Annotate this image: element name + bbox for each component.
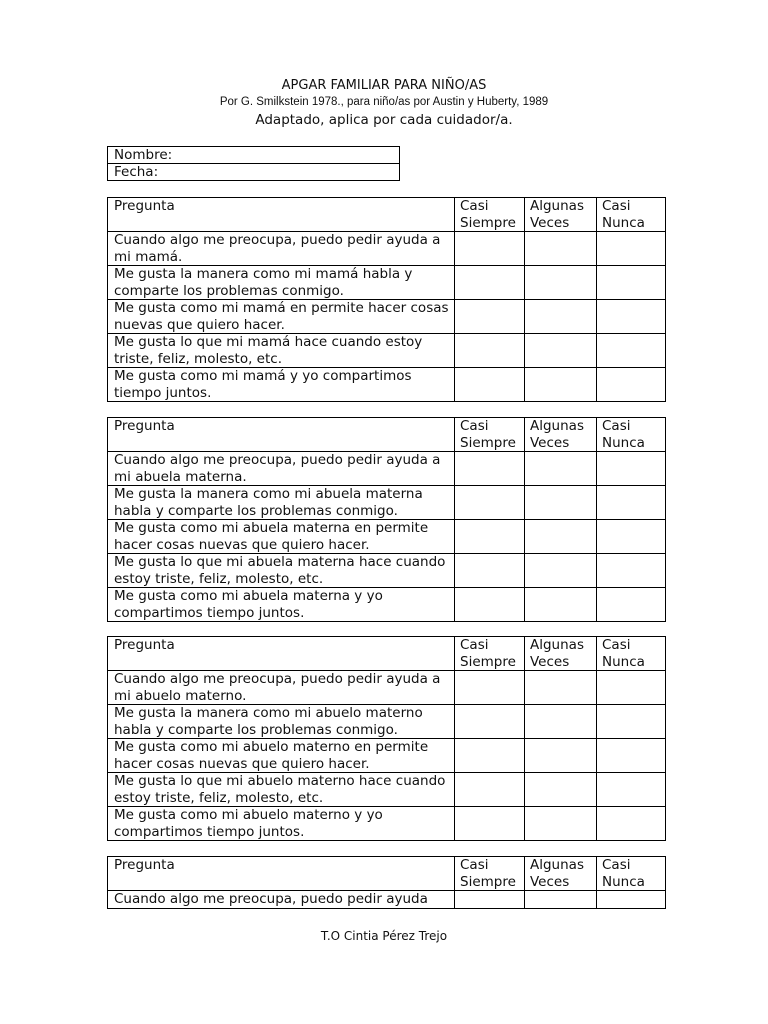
table-row bbox=[108, 266, 666, 300]
casi-nunca-header: Casi Nunca bbox=[597, 857, 666, 891]
answer-casi-siempre-cell[interactable] bbox=[455, 452, 525, 486]
answer-casi-nunca-cell[interactable] bbox=[597, 891, 666, 909]
answer-casi-siempre-cell[interactable] bbox=[455, 368, 525, 402]
answer-algunas-veces-cell[interactable] bbox=[525, 520, 597, 554]
question-text: Me gusta lo que mi abuela materna hace cuando estoy triste, feliz, molesto, etc. bbox=[108, 554, 455, 588]
algunas-veces-header: Algunas Veces bbox=[525, 637, 597, 671]
question-text: Cuando algo me preocupa, puedo pedir ayuda a mi mamá. bbox=[108, 232, 455, 266]
answer-casi-siempre-cell[interactable] bbox=[455, 266, 525, 300]
table-row bbox=[108, 773, 666, 807]
answer-casi-nunca-cell[interactable] bbox=[597, 588, 666, 622]
answer-algunas-veces-cell[interactable] bbox=[525, 671, 597, 705]
answer-casi-nunca-cell[interactable] bbox=[597, 300, 666, 334]
algunas-veces-header: Algunas Veces bbox=[525, 198, 597, 232]
question-text: Cuando algo me preocupa, puedo pedir ayuda a mi abuela materna. bbox=[108, 452, 455, 486]
question-text: Cuando algo me preocupa, puedo pedir ayuda bbox=[108, 891, 455, 909]
answer-algunas-veces-cell[interactable] bbox=[525, 486, 597, 520]
question-text: Me gusta la manera como mi abuela materna habla y comparte los problemas conmigo. bbox=[108, 486, 455, 520]
question-text: Me gusta la manera como mi abuelo materno habla y comparte los problemas conmigo. bbox=[108, 705, 455, 739]
table-row bbox=[108, 891, 666, 909]
answer-algunas-veces-cell[interactable] bbox=[525, 554, 597, 588]
question-text: Me gusta como mi abuela materna y yo compartimos tiempo juntos. bbox=[108, 588, 455, 622]
name-field[interactable]: Nombre: bbox=[108, 147, 400, 164]
answer-algunas-veces-cell[interactable] bbox=[525, 773, 597, 807]
table-header-row bbox=[108, 857, 666, 891]
casi-siempre-header: Casi Siempre bbox=[455, 418, 525, 452]
answer-casi-siempre-cell[interactable] bbox=[455, 520, 525, 554]
question-column-header: Pregunta bbox=[108, 418, 455, 452]
table-row bbox=[108, 486, 666, 520]
answer-casi-siempre-cell[interactable] bbox=[455, 705, 525, 739]
question-text: Me gusta como mi mamá y yo compartimos tiempo juntos. bbox=[108, 368, 455, 402]
question-text: Me gusta lo que mi abuelo materno hace cuando estoy triste, feliz, molesto, etc. bbox=[108, 773, 455, 807]
question-text: Me gusta como mi abuelo materno y yo compartimos tiempo juntos. bbox=[108, 807, 455, 841]
question-text: Me gusta como mi abuelo materno en permite hacer cosas nuevas que quiero hacer. bbox=[108, 739, 455, 773]
question-column-header: Pregunta bbox=[108, 637, 455, 671]
answer-algunas-veces-cell[interactable] bbox=[525, 891, 597, 909]
identification-form bbox=[107, 146, 400, 181]
question-text: Me gusta como mi abuela materna en permite hacer cosas nuevas que quiero hacer. bbox=[108, 520, 455, 554]
table-row bbox=[108, 588, 666, 622]
question-column-header: Pregunta bbox=[108, 857, 455, 891]
answer-casi-nunca-cell[interactable] bbox=[597, 452, 666, 486]
answer-casi-nunca-cell[interactable] bbox=[597, 334, 666, 368]
table-row bbox=[108, 232, 666, 266]
answer-casi-siempre-cell[interactable] bbox=[455, 671, 525, 705]
question-text: Me gusta lo que mi mamá hace cuando estoy triste, feliz, molesto, etc. bbox=[108, 334, 455, 368]
answer-casi-siempre-cell[interactable] bbox=[455, 588, 525, 622]
answer-algunas-veces-cell[interactable] bbox=[525, 807, 597, 841]
table-row bbox=[108, 452, 666, 486]
questionnaire-table bbox=[107, 417, 666, 622]
question-text: Me gusta como mi mamá en permite hacer cosas nuevas que quiero hacer. bbox=[108, 300, 455, 334]
answer-casi-siempre-cell[interactable] bbox=[455, 334, 525, 368]
question-text: Cuando algo me preocupa, puedo pedir ayuda a mi abuelo materno. bbox=[108, 671, 455, 705]
answer-casi-nunca-cell[interactable] bbox=[597, 671, 666, 705]
answer-algunas-veces-cell[interactable] bbox=[525, 588, 597, 622]
table-row bbox=[108, 300, 666, 334]
question-column-header: Pregunta bbox=[108, 198, 455, 232]
page-subtitle: Por G. Smilkstein 1978., para niño/as por Austin y Huberty, 1989 bbox=[219, 96, 549, 108]
answer-casi-nunca-cell[interactable] bbox=[597, 554, 666, 588]
answer-casi-nunca-cell[interactable] bbox=[597, 739, 666, 773]
answer-casi-siempre-cell[interactable] bbox=[455, 739, 525, 773]
answer-casi-nunca-cell[interactable] bbox=[597, 232, 666, 266]
answer-casi-siempre-cell[interactable] bbox=[455, 232, 525, 266]
page-title: APGAR FAMILIAR PARA NIÑO/AS bbox=[281, 78, 487, 93]
answer-casi-siempre-cell[interactable] bbox=[455, 554, 525, 588]
answer-algunas-veces-cell[interactable] bbox=[525, 739, 597, 773]
questionnaire-table bbox=[107, 197, 666, 402]
answer-casi-nunca-cell[interactable] bbox=[597, 520, 666, 554]
answer-casi-nunca-cell[interactable] bbox=[597, 807, 666, 841]
answer-casi-nunca-cell[interactable] bbox=[597, 368, 666, 402]
casi-nunca-header: Casi Nunca bbox=[597, 198, 666, 232]
casi-siempre-header: Casi Siempre bbox=[455, 637, 525, 671]
footer-author: T.O Cintia Pérez Trejo bbox=[320, 929, 448, 943]
answer-algunas-veces-cell[interactable] bbox=[525, 300, 597, 334]
answer-casi-siempre-cell[interactable] bbox=[455, 486, 525, 520]
answer-algunas-veces-cell[interactable] bbox=[525, 452, 597, 486]
answer-algunas-veces-cell[interactable] bbox=[525, 705, 597, 739]
table-header-row bbox=[108, 198, 666, 232]
questionnaire-table bbox=[107, 636, 666, 841]
answer-algunas-veces-cell[interactable] bbox=[525, 368, 597, 402]
answer-casi-siempre-cell[interactable] bbox=[455, 773, 525, 807]
answer-algunas-veces-cell[interactable] bbox=[525, 334, 597, 368]
table-header-row bbox=[108, 418, 666, 452]
algunas-veces-header: Algunas Veces bbox=[525, 418, 597, 452]
table-row bbox=[108, 554, 666, 588]
answer-algunas-veces-cell[interactable] bbox=[525, 266, 597, 300]
table-row bbox=[108, 368, 666, 402]
answer-casi-nunca-cell[interactable] bbox=[597, 486, 666, 520]
date-field[interactable]: Fecha: bbox=[108, 164, 400, 181]
casi-nunca-header: Casi Nunca bbox=[597, 637, 666, 671]
table-row bbox=[108, 807, 666, 841]
table-row bbox=[108, 671, 666, 705]
questionnaire-table bbox=[107, 856, 666, 909]
table-row bbox=[108, 334, 666, 368]
adaptation-note: Adaptado, aplica por cada cuidador/a. bbox=[255, 112, 513, 128]
answer-casi-nunca-cell[interactable] bbox=[597, 266, 666, 300]
casi-siempre-header: Casi Siempre bbox=[455, 198, 525, 232]
answer-algunas-veces-cell[interactable] bbox=[525, 232, 597, 266]
answer-casi-siempre-cell[interactable] bbox=[455, 807, 525, 841]
casi-nunca-header: Casi Nunca bbox=[597, 418, 666, 452]
answer-casi-nunca-cell[interactable] bbox=[597, 705, 666, 739]
casi-siempre-header: Casi Siempre bbox=[455, 857, 525, 891]
table-row bbox=[108, 739, 666, 773]
answer-casi-siempre-cell[interactable] bbox=[455, 891, 525, 909]
answer-casi-nunca-cell[interactable] bbox=[597, 773, 666, 807]
table-row bbox=[108, 520, 666, 554]
answer-casi-siempre-cell[interactable] bbox=[455, 300, 525, 334]
table-header-row bbox=[108, 637, 666, 671]
question-text: Me gusta la manera como mi mamá habla y comparte los problemas conmigo. bbox=[108, 266, 455, 300]
table-row bbox=[108, 705, 666, 739]
algunas-veces-header: Algunas Veces bbox=[525, 857, 597, 891]
